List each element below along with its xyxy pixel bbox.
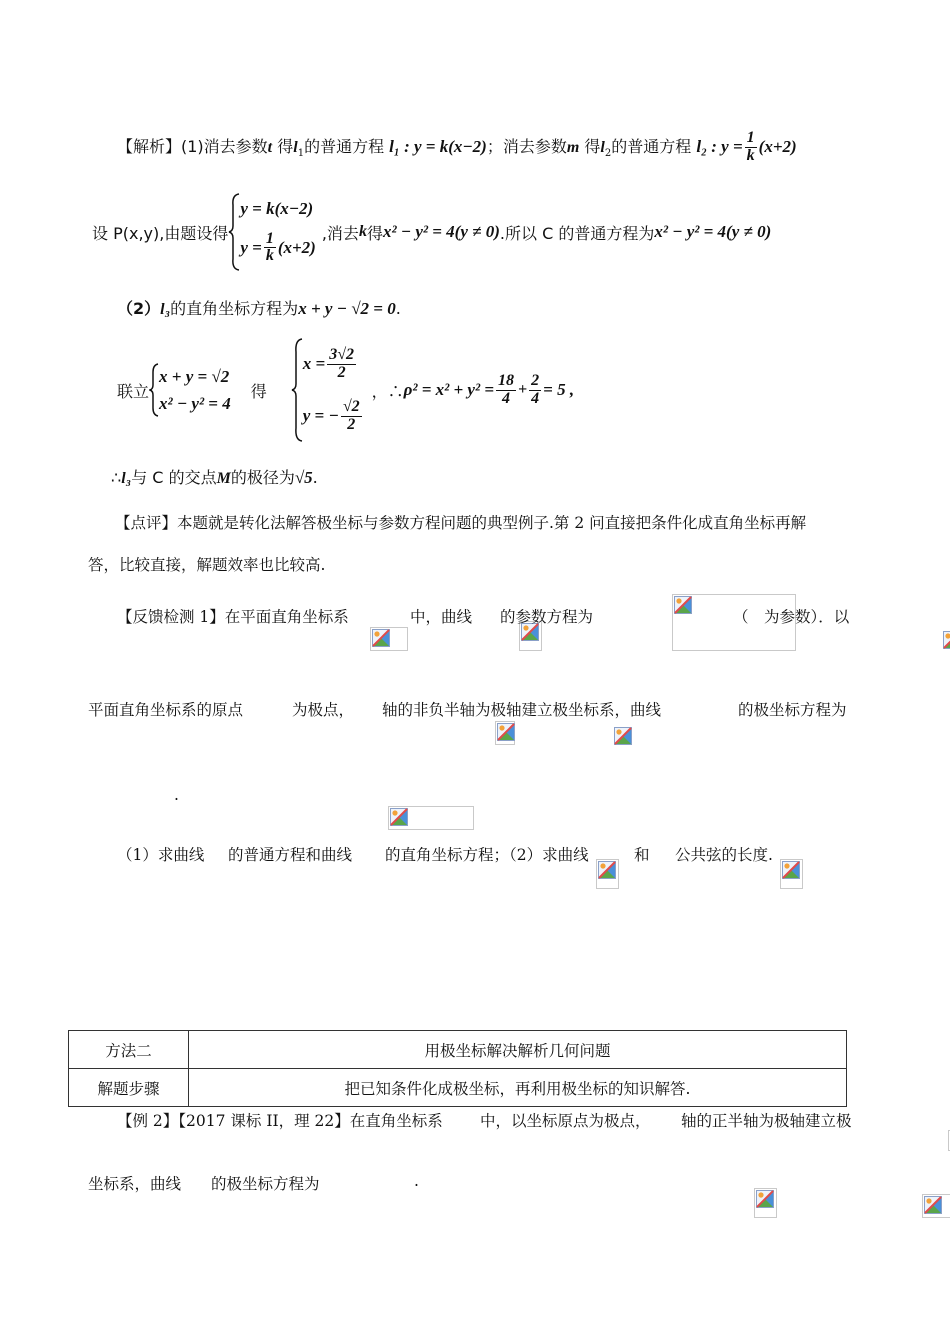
- broken-image-placeholder: [943, 631, 950, 651]
- left-brace-icon: [228, 193, 240, 271]
- table-row: [69, 1069, 847, 1107]
- table-cell-value: 用极坐标解决解析几何问题: [189, 1031, 847, 1069]
- fraction-1-over-k: $\frac{1}{k}$: [746, 129, 755, 164]
- broken-image-icon: [782, 861, 800, 879]
- broken-image-placeholder: [370, 627, 408, 651]
- table-row: [69, 1031, 847, 1069]
- broken-image-icon: [614, 727, 632, 745]
- analysis-heading: 【解析】(1)消去参数: [117, 136, 268, 156]
- comment-line-2: 答，比较直接，解题效率也比较高.: [88, 556, 326, 574]
- left-brace-icon: [149, 363, 159, 417]
- solution-line-2: 设 P(x,y),由题设得 y = k(x−2) y = $\frac{1}{k}$ (x+2) ,消去 k 得 x² − y² = 4(y ≠ 0) .所以 C 的普通方程为 x² − y² = 4(y ≠ 0): [92, 192, 771, 272]
- l1-equation: l₁ : y = k(x−2): [389, 136, 487, 156]
- solution-line-3: （2）l₃的直角坐标方程为x + y − √2 = 0.: [117, 299, 401, 318]
- broken-image-placeholder: [596, 859, 619, 889]
- broken-image-icon: [756, 1190, 774, 1208]
- solution-line-4: 联立 x + y = √2 x² − y² = 4 得 x = $\frac{3√2}{2}$ y = − $\frac{√2}{2}$ ，∴ ρ² = x² + y² = $\frac{18}{4}$ + $\frac{2}{4}$ = 5 ,: [117, 337, 574, 443]
- equation-system-2: x + y = √2 x² − y² = 4: [149, 363, 231, 417]
- broken-image-icon: [598, 861, 616, 879]
- broken-image-placeholder: [780, 859, 803, 889]
- broken-image-icon: [943, 631, 950, 649]
- broken-image-icon: [497, 723, 515, 741]
- solution-system: x = $\frac{3√2}{2}$ y = − $\frac{√2}{2}$: [291, 338, 364, 442]
- broken-image-icon: [924, 1196, 942, 1214]
- table-cell-label: 解题步骤: [69, 1069, 189, 1107]
- broken-image-placeholder: [754, 1188, 777, 1218]
- solution-line-1: 【解析】(1)消去参数t 得$l_1$的普通方程 l₁ : y = k(x−2)；消去参数m 得$l_2$的普通方程 l₂ : y = $\frac{1}{k}$ (x+2): [117, 129, 797, 164]
- broken-image-icon: [372, 629, 390, 647]
- broken-image-placeholder: [614, 727, 632, 746]
- example-line-1: 【例 2】【2017 课标 II，理 22】在直角坐标系: [117, 1112, 443, 1130]
- broken-image-icon: [390, 808, 408, 826]
- table-cell-value: 把已知条件化成极坐标，再利用极坐标的知识解答.: [189, 1069, 847, 1107]
- broken-image-placeholder: [388, 806, 474, 830]
- equation-system-1: y = k(x−2) y = $\frac{1}{k}$ (x+2): [228, 193, 316, 271]
- broken-image-icon: [674, 596, 692, 614]
- broken-image-placeholder: [922, 1194, 950, 1218]
- left-brace-icon: [291, 338, 303, 442]
- example-line-2: 坐标系，曲线: [88, 1175, 182, 1193]
- table-cell-label: 方法二: [69, 1031, 189, 1069]
- comment-line-1: 【点评】本题就是转化法解答极坐标与参数方程问题的典型例子.第 2 问直接把条件化成直角坐标再解: [115, 514, 807, 532]
- method-table: [68, 1030, 847, 1107]
- feedback-line-1: 【反馈检测 1】在平面直角坐标系: [117, 608, 349, 626]
- solution-line-5: ∴l₃与 C 的交点M的极径为√5.: [111, 468, 318, 487]
- broken-image-placeholder: [495, 721, 515, 745]
